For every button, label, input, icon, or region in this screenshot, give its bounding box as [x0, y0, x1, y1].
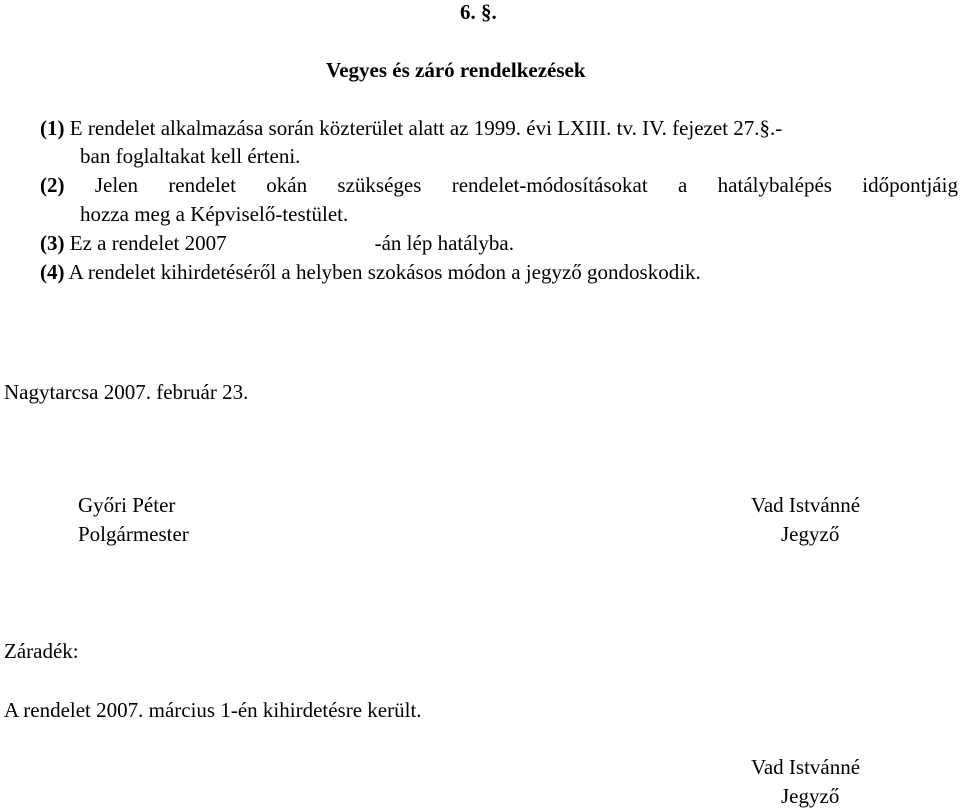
word: a: [678, 173, 688, 197]
signature-left-name: Győri Péter: [78, 493, 176, 517]
section-title: Vegyes és záró rendelkezések: [326, 58, 586, 82]
word: időpontjáig: [862, 173, 958, 197]
place-date: Nagytarcsa 2007. február 23.: [4, 380, 249, 404]
paragraph-number: (4): [40, 260, 65, 284]
word: hatálybalépés: [717, 173, 832, 197]
paragraph-text: E rendelet alkalmazása során közterület alatt az 1999. évi LXIII. tv. IV. fejezet 27.§.-: [69, 116, 783, 140]
paragraph-number: (3): [40, 231, 65, 255]
paragraph-1: [40, 118, 782, 139]
paragraph-text-start: Ez a rendelet 2007: [69, 231, 227, 255]
signature-left-title: Polgármester: [78, 522, 189, 546]
paragraph-text: A rendelet kihirdetéséről a helyben szokásos módon a jegyző gondoskodik.: [68, 260, 701, 284]
paragraph-number: (1): [40, 116, 65, 140]
signature-right-name: Vad Istvánné: [751, 493, 861, 517]
paragraph-number: (2): [40, 173, 65, 197]
word: rendelet-módosításokat: [451, 173, 648, 197]
paragraph-4: [40, 262, 701, 283]
paragraph-3: [40, 233, 514, 254]
paragraph-2: [40, 175, 958, 196]
clause-text: A rendelet 2007. március 1-én kihirdetésre került.: [4, 698, 422, 722]
signature-right-title: Jegyző: [781, 522, 840, 546]
section-number: 6. §.: [460, 0, 497, 24]
clause-signer-name: Vad Istvánné: [751, 755, 861, 779]
word: szükséges: [337, 173, 422, 197]
paragraph-2-continuation: hozza meg a Képviselő-testület.: [80, 202, 349, 226]
paragraph-text-end: -án lép hatályba.: [374, 231, 514, 255]
paragraph-1-continuation: ban foglaltakat kell érteni.: [80, 144, 301, 168]
word: Jelen: [94, 173, 138, 197]
word: rendelet: [168, 173, 236, 197]
word: okán: [266, 173, 308, 197]
clause-label: Záradék:: [4, 639, 79, 663]
clause-signer-title: Jegyző: [781, 784, 840, 808]
